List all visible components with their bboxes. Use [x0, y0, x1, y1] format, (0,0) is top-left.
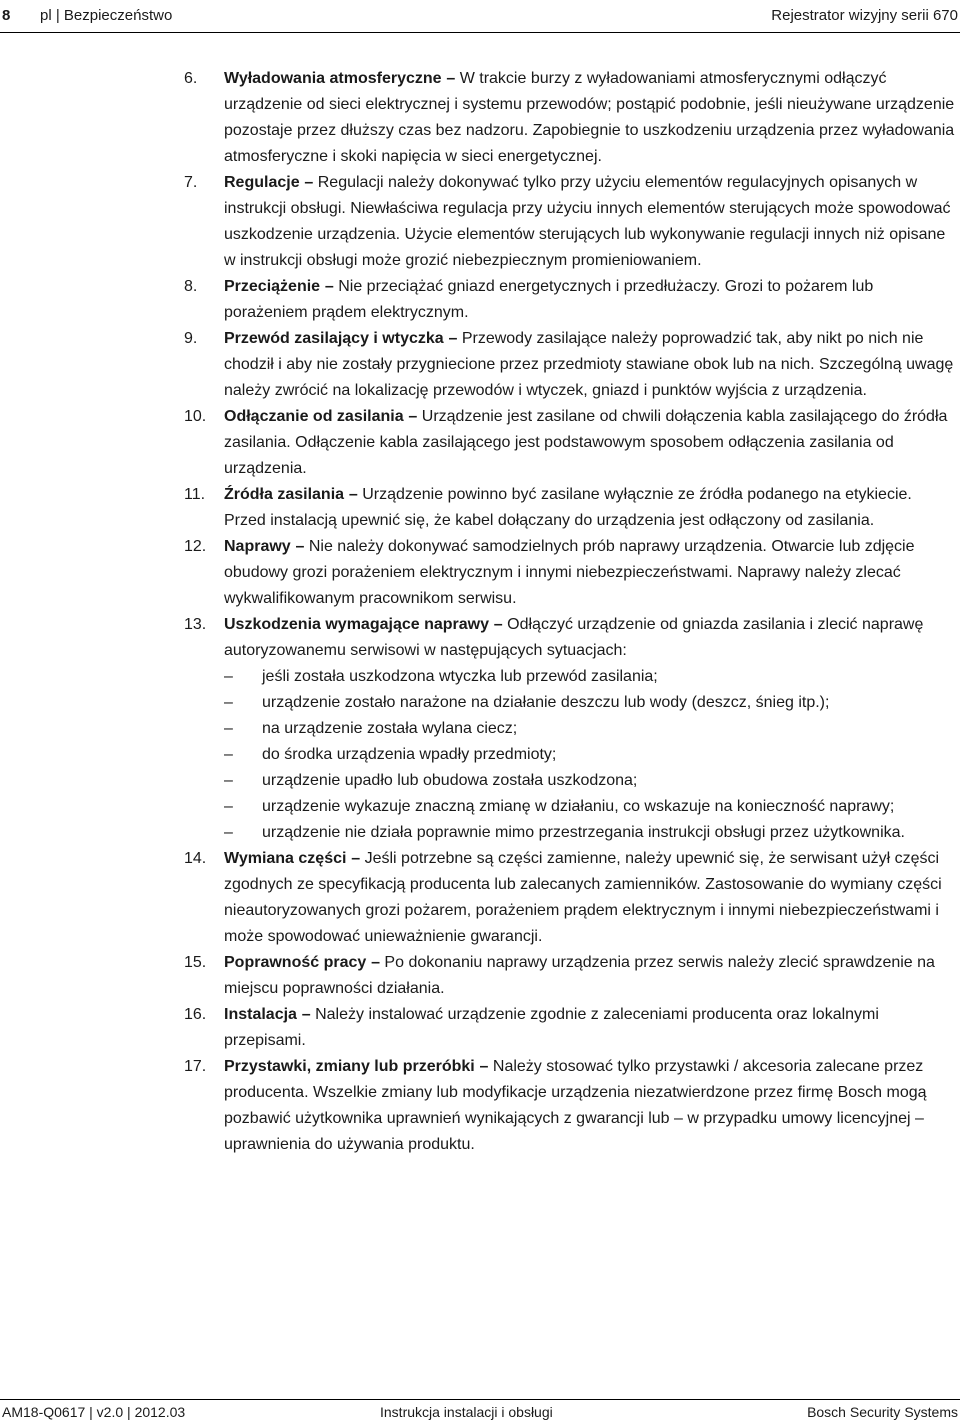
product-name: Rejestrator wizyjny serii 670	[771, 7, 958, 24]
sub-item-text: urządzenie nie działa poprawnie mimo przestrzegania instrukcji obsługi przez użytkownika.	[262, 824, 905, 841]
list-item	[184, 1002, 958, 1054]
item-body	[224, 1006, 879, 1049]
item-text: Należy stosować tylko przystawki / akcesoria zalecane przez producenta. Wszelkie zmiany lub modyfikacje urządzenia niezatwierdzone przez firmę Bosch mogą pozbawić użytkownika uprawnień wynikających z gwarancji lub – w przypadku umowy licencyjnej – uprawnienia do używania produktu.	[224, 1058, 927, 1153]
item-number: 6.	[184, 70, 198, 87]
list-item	[184, 274, 958, 326]
item-text: Regulacji należy dokonywać tylko przy użyciu elementów regulacyjnych opisanych w instrukcji obsługi. Niewłaściwa regulacja przy użyciu innych elementów sterujących może spowodować uszkodzenie urządzenia. Użycie elementów sterujących lub wykonywanie regulacji innych niż opisane w instrukcji obsługi może grozić niebezpiecznym promieniowaniem.	[224, 174, 951, 269]
dash-bullet: –	[224, 694, 233, 711]
safety-list	[184, 66, 958, 1158]
item-title: Źródła zasilania	[224, 486, 345, 503]
item-text: Nie należy dokonywać samodzielnych prób naprawy urządzenia. Otwarcie lub zdjęcie obudowy grozi porażeniem elektrycznym i innymi niebezpieczeństwami. Naprawy należy zlecać wykwalifikowanym pracownikom serwisu.	[224, 538, 915, 607]
list-item	[184, 326, 958, 404]
item-number: 16.	[184, 1006, 207, 1023]
list-item	[184, 950, 958, 1002]
title-dash: –	[301, 1006, 311, 1023]
item-title: Uszkodzenia wymagające naprawy	[224, 616, 489, 633]
list-item	[184, 534, 958, 612]
item-title: Przystawki, zmiany lub przeróbki	[224, 1058, 475, 1075]
page-number: 8	[2, 7, 11, 24]
item-body	[224, 330, 953, 399]
item-body	[224, 616, 923, 659]
item-title: Wyładowania atmosferyczne	[224, 70, 442, 87]
item-number: 7.	[184, 174, 198, 191]
title-dash: –	[295, 538, 305, 555]
item-body	[224, 486, 912, 529]
dash-bullet: –	[224, 668, 233, 685]
item-number: 12.	[184, 538, 207, 555]
title-dash: –	[348, 486, 358, 503]
item-text: W trakcie burzy z wyładowaniami atmosferycznymi odłączyć urządzenie od sieci elektrycznej i systemu przewodów; postąpić podobnie, jeśli nieużywane urządzenie pozostaje przez dłuższy czas bez nadzoru. Zapobiegnie to uszkodzeniu urządzenia przez wyładowania atmosferyczne i skoki napięcia w sieci energetycznej.	[224, 70, 955, 165]
item-text: Nie przeciążać gniazd energetycznych i przedłużaczy. Grozi to pożarem lub porażeniem prądem elektrycznym.	[224, 278, 874, 321]
title-dash: –	[371, 954, 380, 971]
section-title: pl | Bezpieczeństwo	[40, 7, 173, 24]
item-body	[224, 408, 947, 477]
sub-list-item	[224, 742, 958, 768]
item-body	[224, 850, 942, 945]
list-item	[184, 846, 958, 950]
page-footer	[0, 1399, 960, 1424]
item-body	[224, 1058, 927, 1153]
item-number: 8.	[184, 278, 198, 295]
item-title: Przewód zasilający i wtyczka	[224, 330, 444, 347]
sub-item-text: urządzenie wykazuje znaczną zmianę w działaniu, co wskazuje na konieczność naprawy;	[262, 798, 895, 815]
item-text: Jeśli potrzebne są części zamienne, należy upewnić się, że serwisant użył części zgodnych ze specyfikacją producenta lub zalecanych zamienników. Zastosowanie do wymiany części nieautoryzowanych grozi pożarem, porażeniem prądem elektrycznym i innymi niebezpieczeństwami i może spowodować unieważnienie gwarancji.	[224, 850, 942, 945]
sub-list-item	[224, 820, 958, 846]
doc-code: AM18-Q0617 | v2.0 | 2012.03	[2, 1404, 186, 1420]
doc-type: Instrukcja instalacji i obsługi	[380, 1404, 553, 1420]
title-dash: –	[324, 278, 334, 295]
title-dash: –	[304, 174, 314, 191]
dash-bullet: –	[224, 824, 233, 841]
dash-bullet: –	[224, 798, 233, 815]
item-number: 14.	[184, 850, 207, 867]
page-header	[0, 0, 960, 33]
sub-list-item	[224, 794, 958, 820]
item-title: Przeciążenie	[224, 278, 321, 295]
item-body	[224, 174, 951, 269]
list-item	[184, 612, 958, 846]
sub-item-text: urządzenie zostało narażone na działanie deszczu lub wody (deszcz, śnieg itp.);	[262, 694, 830, 711]
dash-bullet: –	[224, 746, 233, 763]
item-number: 9.	[184, 330, 198, 347]
sub-item-text: do środka urządzenia wpadły przedmioty;	[262, 746, 557, 763]
item-text: Urządzenie jest zasilane od chwili dołączenia kabla zasilającego do źródła zasilania. Odłączenie kabla zasilającego jest podstawowym sposobem odłączenia zasilania od urządzenia.	[224, 408, 948, 477]
item-body	[224, 538, 915, 607]
item-body	[224, 278, 873, 321]
item-text: Odłączyć urządzenie od gniazda zasilania i zlecić naprawę autoryzowanemu serwisowi w następujących sytuacjach:	[224, 616, 924, 659]
company-name: Bosch Security Systems	[807, 1404, 958, 1420]
title-dash: –	[448, 330, 458, 347]
item-number: 11.	[184, 486, 206, 503]
sub-item-text: na urządzenie została wylana ciecz;	[262, 720, 518, 737]
sub-list-item	[224, 664, 958, 690]
item-body	[224, 70, 954, 165]
item-title: Naprawy	[224, 538, 291, 555]
list-item	[184, 404, 958, 482]
title-dash: –	[351, 850, 361, 867]
item-number: 10.	[184, 408, 207, 425]
item-title: Regulacje	[224, 174, 300, 191]
item-text: Urządzenie powinno być zasilane wyłącznie ze źródła podanego na etykiecie. Przed instalacją upewnić się, że kabel dołączany do urządzenia jest odłączony od zasilania.	[224, 486, 912, 529]
title-dash: –	[493, 616, 503, 633]
sub-item-text: urządzenie upadło lub obudowa została uszkodzona;	[262, 772, 638, 789]
sub-list-item	[224, 690, 958, 716]
item-title: Wymiana części	[224, 850, 347, 867]
item-body	[224, 954, 935, 997]
title-dash: –	[408, 408, 418, 425]
sub-item-text: jeśli została uszkodzona wtyczka lub przewód zasilania;	[262, 668, 658, 685]
dash-bullet: –	[224, 720, 233, 737]
title-dash: –	[446, 70, 456, 87]
item-number: 17.	[184, 1058, 207, 1075]
list-item	[184, 170, 958, 274]
item-text: Należy instalować urządzenie zgodnie z zaleceniami producenta oraz lokalnymi przepisami.	[224, 1006, 879, 1049]
sub-list-item	[224, 716, 958, 742]
title-dash: –	[479, 1058, 489, 1075]
item-number: 13.	[184, 616, 207, 633]
sub-list-item	[224, 768, 958, 794]
item-number: 15.	[184, 954, 207, 971]
list-item	[184, 66, 958, 170]
dash-bullet: –	[224, 772, 233, 789]
list-item	[184, 482, 958, 534]
item-title: Odłączanie od zasilania	[224, 408, 404, 425]
list-item	[184, 1054, 958, 1158]
item-title: Poprawność pracy	[224, 954, 367, 971]
item-text: Po dokonaniu naprawy urządzenia przez serwis należy zlecić sprawdzenie na miejscu poprawności działania.	[224, 954, 935, 997]
item-text: Przewody zasilające należy poprowadzić tak, aby nikt po nich nie chodził i aby nie zostały przygniecione przez przedmioty stawiane obok lub na nich. Szczególną uwagę należy zwrócić na lokalizację przewodów i wtyczek, gniazd i punktów wyjścia z urządzenia.	[224, 330, 954, 399]
item-title: Instalacja	[224, 1006, 297, 1023]
